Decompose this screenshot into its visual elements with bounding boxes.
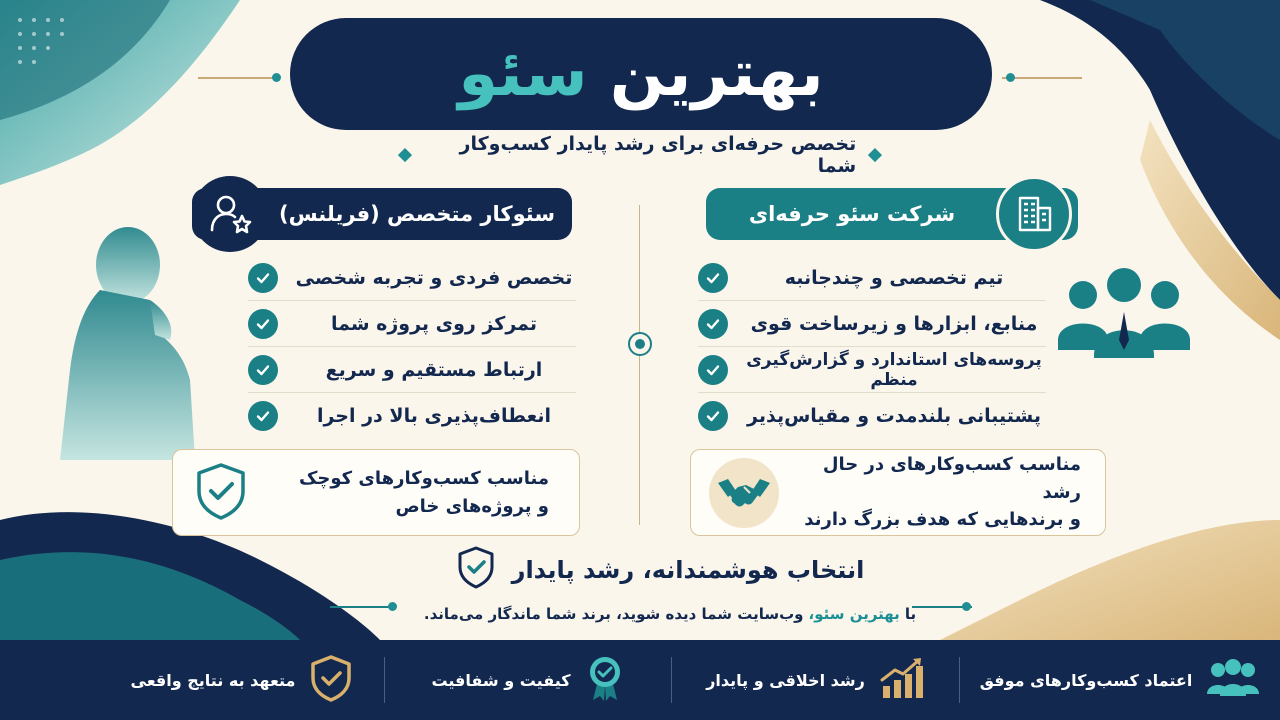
list-item xyxy=(248,255,576,301)
footer-item-growth xyxy=(672,640,959,720)
shield-check-icon xyxy=(456,545,496,595)
check-icon xyxy=(698,355,728,385)
subtitle-row xyxy=(400,133,880,177)
company-box-line2: و برندهایی که هدف بزرگ دارند xyxy=(804,509,1081,531)
check-icon xyxy=(248,355,278,385)
check-icon xyxy=(248,401,278,431)
title-banner xyxy=(290,18,992,130)
freelancer-fit-box xyxy=(172,449,580,536)
footer-item-label: کیفیت و شفافیت xyxy=(431,670,571,690)
footer-item-label: رشد اخلاقی و پایدار xyxy=(706,670,865,690)
company-list xyxy=(698,255,1046,439)
title-deco-line-left xyxy=(198,77,278,79)
closing-sub-prefix: با xyxy=(904,605,917,623)
list-item xyxy=(698,393,1046,439)
user-star-icon xyxy=(192,176,268,252)
people-icon xyxy=(1206,658,1260,702)
freelancer-list xyxy=(248,255,576,439)
list-item xyxy=(248,393,576,439)
shield-check-icon xyxy=(309,654,353,706)
closing-title-row xyxy=(450,550,870,590)
check-icon xyxy=(248,309,278,339)
award-badge-icon xyxy=(585,654,625,706)
footer-separator xyxy=(671,657,672,703)
list-item-label: منابع، ابزارها و زیرساخت قوی xyxy=(750,312,1038,335)
handshake-icon xyxy=(709,458,779,528)
check-icon xyxy=(698,401,728,431)
diamond-icon xyxy=(398,148,412,162)
building-icon xyxy=(996,176,1072,252)
footer-item-label: متعهد به نتایج واقعی xyxy=(130,670,296,690)
footer-item-label: اعتماد کسب‌وکارهای موفق xyxy=(979,670,1193,690)
footer-item-quality xyxy=(385,640,671,720)
closing-sub-rest: وب‌سایت شما دیده شوید، برند شما ماندگار می‌ماند. xyxy=(423,605,804,623)
check-icon xyxy=(698,263,728,293)
footer-item-results xyxy=(100,640,384,720)
footer-separator xyxy=(384,657,385,703)
closing-sub-accent: بهترین سئو، xyxy=(808,605,900,623)
list-item xyxy=(698,255,1046,301)
closing-title: انتخاب هوشمندانه، رشد پایدار xyxy=(511,556,865,584)
page-title xyxy=(458,37,823,111)
shield-check-icon xyxy=(193,461,249,525)
center-divider xyxy=(639,205,640,525)
subtitle: تخصص حرفه‌ای برای رشد پایدار کسب‌وکار شما xyxy=(459,133,857,177)
list-item xyxy=(248,347,576,393)
title-deco-dot-left xyxy=(272,73,281,82)
list-item-label: پشتیبانی بلندمدت و مقیاس‌پذیر xyxy=(747,405,1041,427)
freelancer-title: سئوکار متخصص (فریلنس) xyxy=(279,202,555,226)
company-fit-box xyxy=(690,449,1106,536)
closing-deco-dot-right xyxy=(962,602,971,611)
freelancer-box-line1: مناسب کسب‌وکارهای کوچک xyxy=(298,467,549,489)
list-item-label: تمرکز روی پروژه شما xyxy=(330,312,538,335)
list-item xyxy=(698,301,1046,347)
list-item xyxy=(248,301,576,347)
closing-subtitle xyxy=(400,600,940,628)
freelancer-box-line2: و پروژه‌های خاص xyxy=(395,495,549,517)
list-item-label: تخصص فردی و تجربه شخصی xyxy=(295,266,573,289)
title-main-word: بهترین xyxy=(609,37,824,111)
list-item-label: تیم تخصصی و چندجانبه xyxy=(784,266,1004,289)
company-box-line1: مناسب کسب‌وکارهای در حال رشد xyxy=(822,453,1081,503)
center-dot xyxy=(628,332,652,356)
company-title: شرکت سئو حرفه‌ای xyxy=(748,202,956,226)
check-icon xyxy=(698,309,728,339)
list-item-label: ارتباط مستقیم و سریع xyxy=(325,358,543,381)
closing-deco-line-left xyxy=(330,606,390,608)
check-icon xyxy=(248,263,278,293)
footer-separator xyxy=(959,657,960,703)
growth-chart-icon xyxy=(879,656,925,704)
list-item-label: پروسه‌های استاندارد و گزارش‌گیری منظم xyxy=(746,349,1042,390)
footer-item-trust xyxy=(960,640,1280,720)
closing-deco-dot-left xyxy=(388,602,397,611)
title-deco-dot-right xyxy=(1006,73,1015,82)
list-item xyxy=(698,347,1046,393)
list-item-label: انعطاف‌پذیری بالا در اجرا xyxy=(316,405,552,427)
footer-bar xyxy=(0,640,1280,720)
title-accent-word: سئو xyxy=(458,37,588,111)
